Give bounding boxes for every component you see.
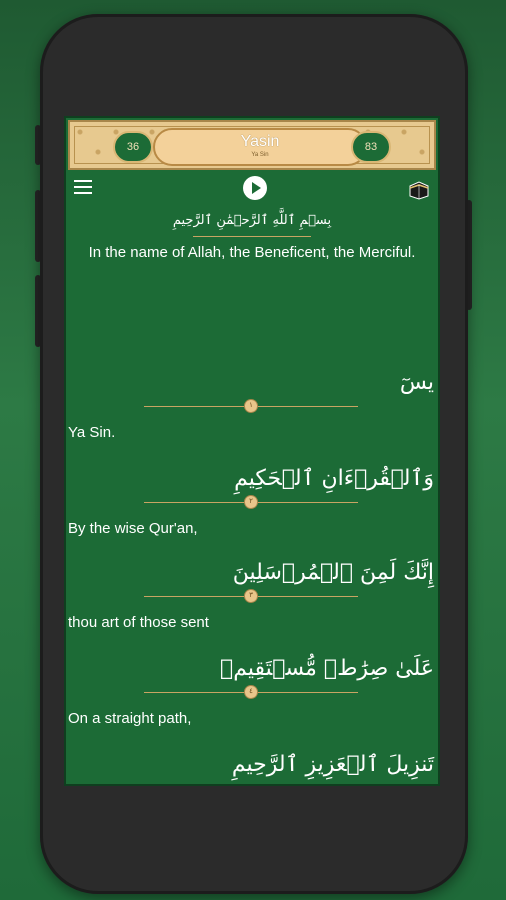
surah-number-badge: 36 [113, 131, 153, 163]
ayah-number-badge: ٣ [244, 589, 258, 603]
ayah-item[interactable] [66, 558, 438, 636]
ayah-item[interactable] [66, 368, 438, 446]
header-frame [74, 126, 430, 164]
ayah-count-badge: 83 [351, 131, 391, 163]
ayah-item[interactable] [66, 750, 438, 780]
ayah-translation: Ya Sin. [68, 424, 116, 441]
ayah-number-badge: ١ [244, 399, 258, 413]
ayah-number-badge: ٢ [244, 495, 258, 509]
ayah-arabic: إِنَّكَ لَمِنَ ٱلۡمُرۡسَلِينَ [232, 560, 434, 585]
ayah-item[interactable] [66, 654, 438, 732]
surah-subtitle: Ya Sin [251, 152, 269, 158]
reading-content [66, 210, 438, 283]
surah-title: Yasin [240, 133, 280, 150]
ayah-number-badge: ٤ [244, 685, 258, 699]
bismillah-translation: In the name of Allah, the Beneficent, the Merciful. [88, 244, 416, 261]
ayah-arabic: وَٱلۡقُرۡءَانِ ٱلۡحَكِيمِ [234, 466, 434, 491]
ayah-arabic: عَلَىٰ صِرَٰطٖ مُّسۡتَقِيمٖ [220, 656, 434, 681]
ayah-translation: thou art of those sent [68, 614, 209, 631]
toolbar [66, 174, 438, 206]
menu-icon[interactable] [74, 180, 92, 196]
ayah-item[interactable] [66, 464, 438, 542]
bismillah-arabic: بِسۡمِ ٱللَّهِ ٱلرَّحۡمَٰنِ ٱلرَّحِيمِ [172, 213, 332, 228]
ayah-translation: On a straight path, [68, 710, 192, 727]
surah-header [68, 120, 436, 170]
ayah-divider [66, 398, 438, 414]
kaaba-icon[interactable] [408, 180, 430, 200]
play-icon[interactable] [243, 176, 267, 200]
app-screen [64, 116, 440, 786]
bismillah-divider [193, 236, 311, 237]
ayah-divider [66, 684, 438, 700]
ayah-divider [66, 588, 438, 604]
surah-title-pill [153, 128, 367, 166]
ayah-divider [66, 494, 438, 510]
ayah-arabic: تَنزِيلَ ٱلۡعَزِيزِ ٱلرَّحِيمِ [231, 752, 434, 777]
ayah-translation: By the wise Qur'an, [68, 520, 198, 537]
ayah-arabic: يسٓ [399, 370, 434, 395]
